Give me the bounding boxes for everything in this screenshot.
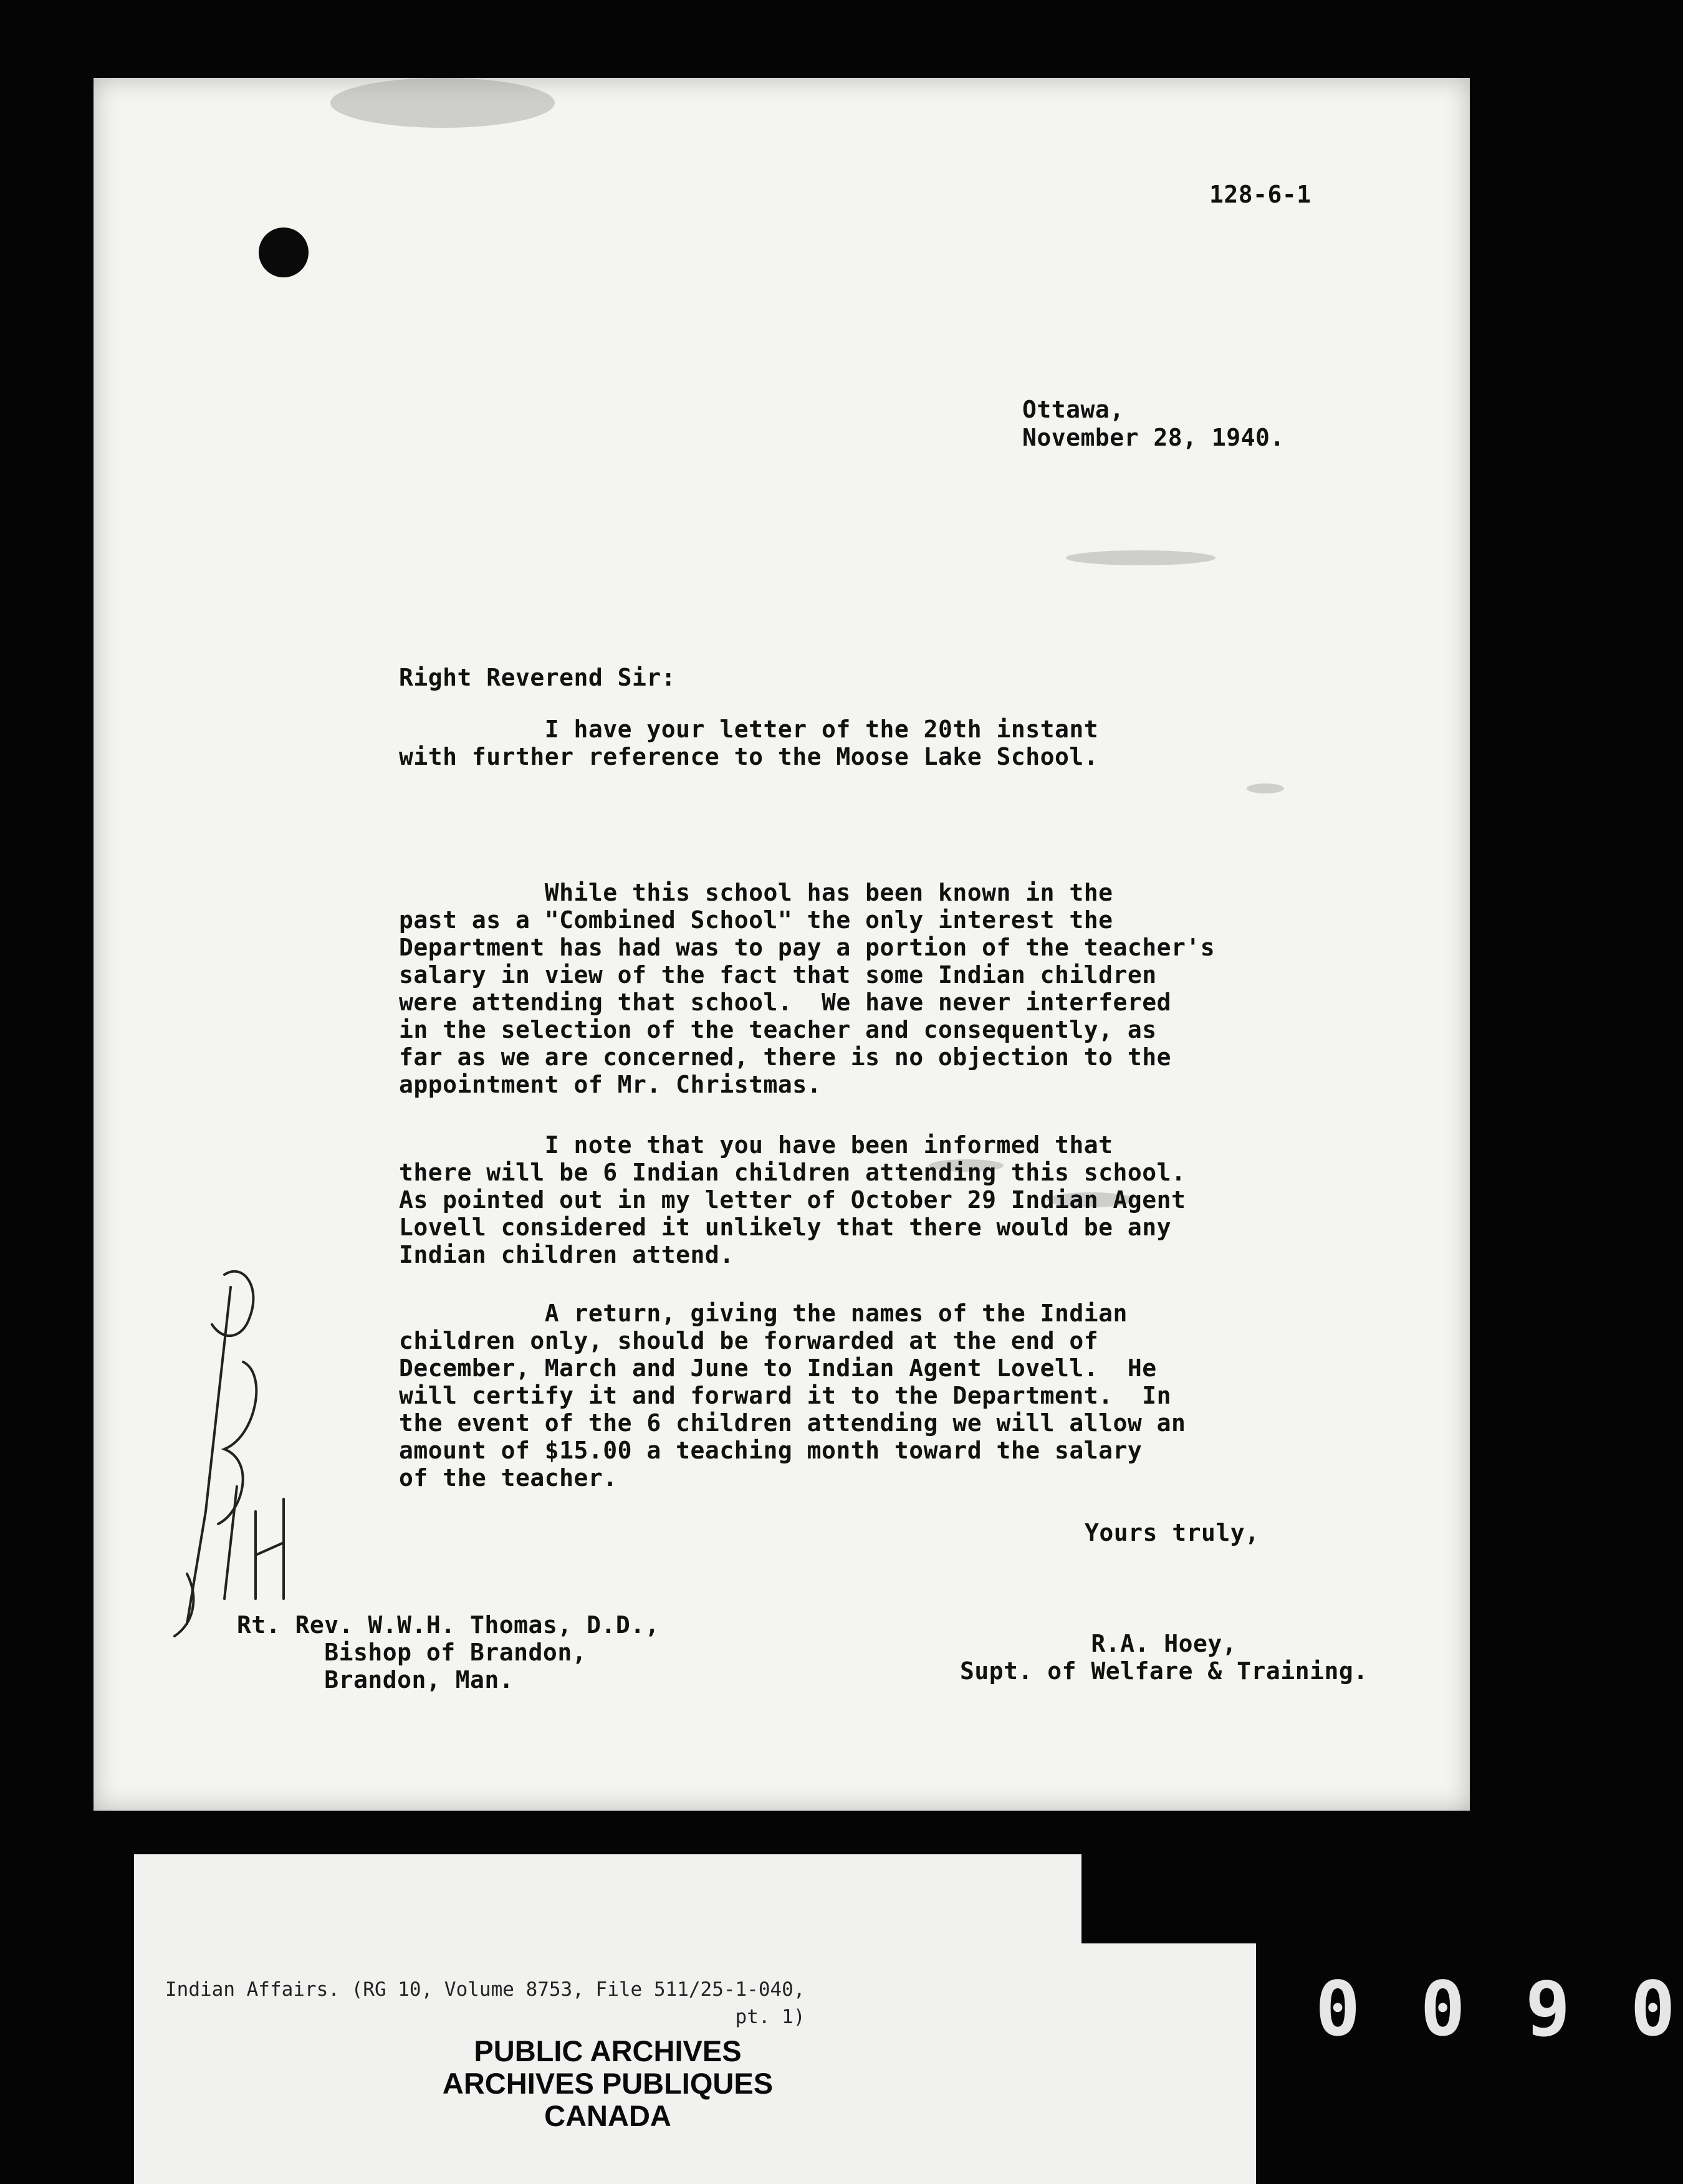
archive-label-tab [1081,1943,1256,2184]
body-paragraph-1: I have your letter of the 20th instant with further reference to the Moose Lake School. [399,716,1099,770]
public-archives-stamp-country: CANADA [544,2099,671,2132]
letter-page [94,78,1470,1811]
body-paragraph-2: While this school has been known in the past as a "Combined School" the only interest the Department has had was to pay a portion of the teacher's salary in view of the fact that some Indian children were attending that school. We have never interfered in the selection of the teacher and consequently, as far as we are concerned, there is no objection to the appointment of Mr. Christmas. [399,879,1216,1098]
public-archives-stamp-french: ARCHIVES PUBLIQUES [442,2067,774,2100]
archive-label-card [134,1854,1081,2184]
letter-date: November 28, 1940. [1022,424,1285,451]
addressee-block: Rt. Rev. W.W.H. Thomas, D.D., Bishop of Brandon, Brandon, Man. [237,1611,659,1693]
file-reference-number: 128-6-1 [1209,181,1311,208]
signature-block: R.A. Hoey, Supt. of Welfare & Training. [960,1630,1368,1685]
letter-place: Ottawa, [1022,396,1124,423]
archive-citation: Indian Affairs. (RG 10, Volume 8753, File 511/25-1-040, pt. 1) [165,1978,805,2028]
ink-blot [259,228,309,277]
body-paragraph-3: I note that you have been informed that there will be 6 Indian children attending this school. As pointed out in my letter of October 29 Indian Agent Lovell considered it unlikely that there would be any Indian children attend. [399,1131,1186,1268]
microfilm-frame-number: 0 0 9 0 [1315,1966,1683,2053]
salutation: Right Reverend Sir: [399,664,676,691]
closing: Yours truly, [1085,1519,1260,1546]
body-paragraph-4: A return, giving the names of the Indian children only, should be forwarded at the end of December, March and June to Indian Agent Lovell. He will certify it and forward it to the Department. In the event of the 6 children attending we will allow an amount of $15.00 a teaching month toward the salary of the teacher. [399,1300,1186,1492]
public-archives-stamp-english: PUBLIC ARCHIVES [474,2034,742,2067]
handwritten-initials [150,1250,299,1649]
